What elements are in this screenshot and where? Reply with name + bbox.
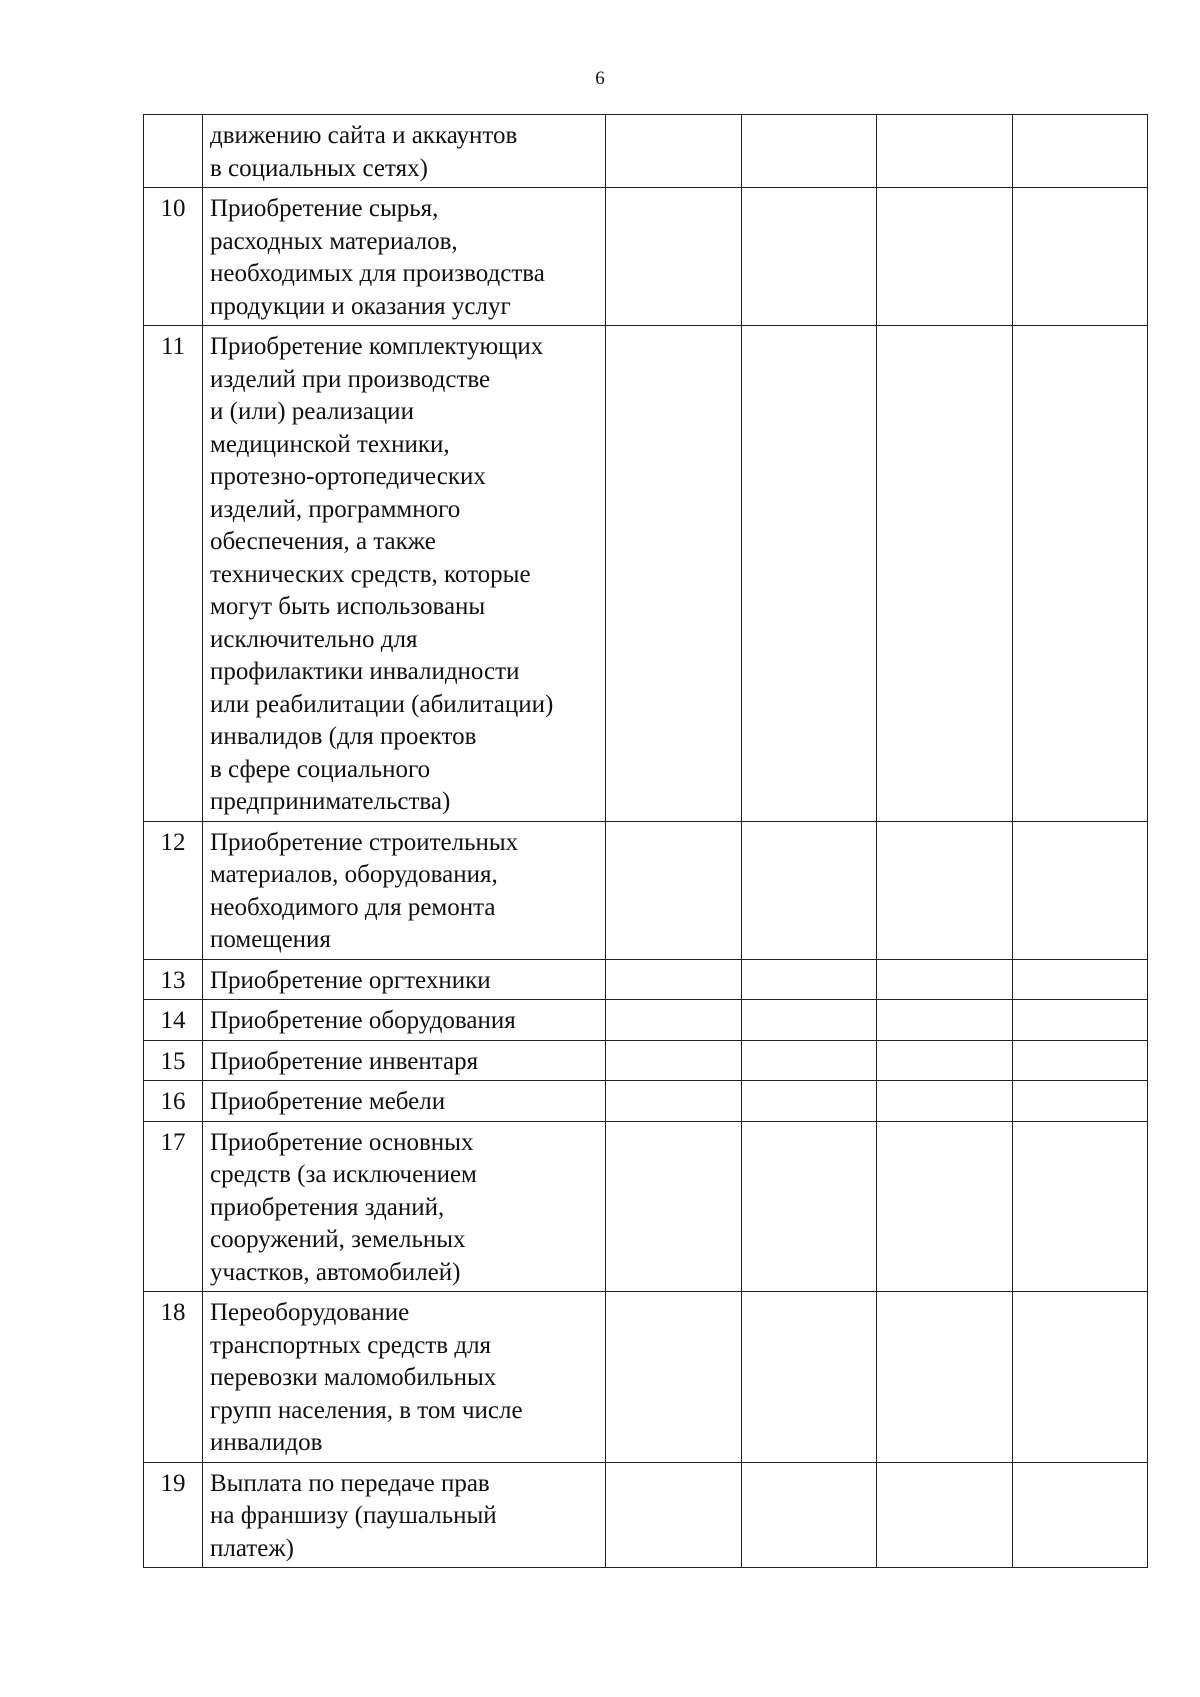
expense-item-name: Приобретение мебели [203, 1081, 606, 1122]
row-number [144, 115, 203, 188]
expense-item-name: Приобретение оргтехники [203, 959, 606, 1000]
value-cell-4[interactable] [1013, 1040, 1148, 1081]
value-cell-1[interactable] [606, 115, 742, 188]
value-cell-4[interactable] [1013, 1292, 1148, 1463]
row-number: 17 [144, 1121, 203, 1292]
value-cell-3[interactable] [877, 115, 1013, 188]
row-number: 12 [144, 821, 203, 959]
value-cell-1[interactable] [606, 1081, 742, 1122]
expense-table [143, 114, 1148, 1568]
value-cell-3[interactable] [877, 1000, 1013, 1041]
row-number: 16 [144, 1081, 203, 1122]
value-cell-2[interactable] [742, 1081, 877, 1122]
value-cell-1[interactable] [606, 1000, 742, 1041]
table-row [144, 821, 1148, 959]
value-cell-2[interactable] [742, 1462, 877, 1568]
table-row [144, 1292, 1148, 1463]
row-number: 15 [144, 1040, 203, 1081]
row-number: 10 [144, 188, 203, 326]
table-row [144, 959, 1148, 1000]
value-cell-1[interactable] [606, 326, 742, 822]
expense-item-name: Приобретение строительных материалов, оборудования, необходимого для ремонта помещения [203, 821, 606, 959]
value-cell-4[interactable] [1013, 1081, 1148, 1122]
value-cell-2[interactable] [742, 188, 877, 326]
value-cell-1[interactable] [606, 188, 742, 326]
value-cell-4[interactable] [1013, 1000, 1148, 1041]
value-cell-3[interactable] [877, 1040, 1013, 1081]
value-cell-3[interactable] [877, 821, 1013, 959]
value-cell-4[interactable] [1013, 821, 1148, 959]
expense-item-name: Приобретение оборудования [203, 1000, 606, 1041]
value-cell-3[interactable] [877, 1462, 1013, 1568]
table-row [144, 1000, 1148, 1041]
page-number: 6 [595, 68, 605, 89]
value-cell-2[interactable] [742, 821, 877, 959]
table-row [144, 115, 1148, 188]
value-cell-4[interactable] [1013, 326, 1148, 822]
value-cell-2[interactable] [742, 1292, 877, 1463]
expense-item-name: движению сайта и аккаунтов в социальных сетях) [203, 115, 606, 188]
value-cell-2[interactable] [742, 115, 877, 188]
value-cell-2[interactable] [742, 1121, 877, 1292]
row-number: 14 [144, 1000, 203, 1041]
value-cell-1[interactable] [606, 959, 742, 1000]
value-cell-3[interactable] [877, 188, 1013, 326]
expense-item-name: Приобретение комплектующих изделий при производстве и (или) реализации медицинской техники, протезно-ортопедических изделий, программного обеспечения, а также технических средств, которые могут быть использованы исключительно для профилактики инвалидности или реабилитации (абилитации) инвалидов (для проектов в сфере социального предпринимательства) [203, 326, 606, 822]
value-cell-2[interactable] [742, 959, 877, 1000]
value-cell-4[interactable] [1013, 188, 1148, 326]
value-cell-3[interactable] [877, 326, 1013, 822]
row-number: 18 [144, 1292, 203, 1463]
value-cell-3[interactable] [877, 1292, 1013, 1463]
table-row [144, 1121, 1148, 1292]
value-cell-3[interactable] [877, 1121, 1013, 1292]
value-cell-2[interactable] [742, 1000, 877, 1041]
value-cell-4[interactable] [1013, 115, 1148, 188]
row-number: 19 [144, 1462, 203, 1568]
value-cell-4[interactable] [1013, 1462, 1148, 1568]
value-cell-1[interactable] [606, 1462, 742, 1568]
value-cell-1[interactable] [606, 1040, 742, 1081]
table-row [144, 1040, 1148, 1081]
expense-item-name: Выплата по передаче прав на франшизу (паушальный платеж) [203, 1462, 606, 1568]
value-cell-3[interactable] [877, 959, 1013, 1000]
table-row [144, 1462, 1148, 1568]
expense-item-name: Приобретение основных средств (за исключением приобретения зданий, сооружений, земельных участков, автомобилей) [203, 1121, 606, 1292]
expense-item-name: Переоборудование транспортных средств для перевозки маломобильных групп населения, в том числе инвалидов [203, 1292, 606, 1463]
value-cell-3[interactable] [877, 1081, 1013, 1122]
value-cell-1[interactable] [606, 1292, 742, 1463]
table-row [144, 326, 1148, 822]
value-cell-2[interactable] [742, 1040, 877, 1081]
row-number: 11 [144, 326, 203, 822]
table-row [144, 188, 1148, 326]
value-cell-2[interactable] [742, 326, 877, 822]
table-row [144, 1081, 1148, 1122]
value-cell-1[interactable] [606, 821, 742, 959]
value-cell-4[interactable] [1013, 1121, 1148, 1292]
value-cell-4[interactable] [1013, 959, 1148, 1000]
expense-item-name: Приобретение инвентаря [203, 1040, 606, 1081]
expense-item-name: Приобретение сырья, расходных материалов, необходимых для производства продукции и оказания услуг [203, 188, 606, 326]
row-number: 13 [144, 959, 203, 1000]
value-cell-1[interactable] [606, 1121, 742, 1292]
table-body [144, 115, 1148, 1568]
